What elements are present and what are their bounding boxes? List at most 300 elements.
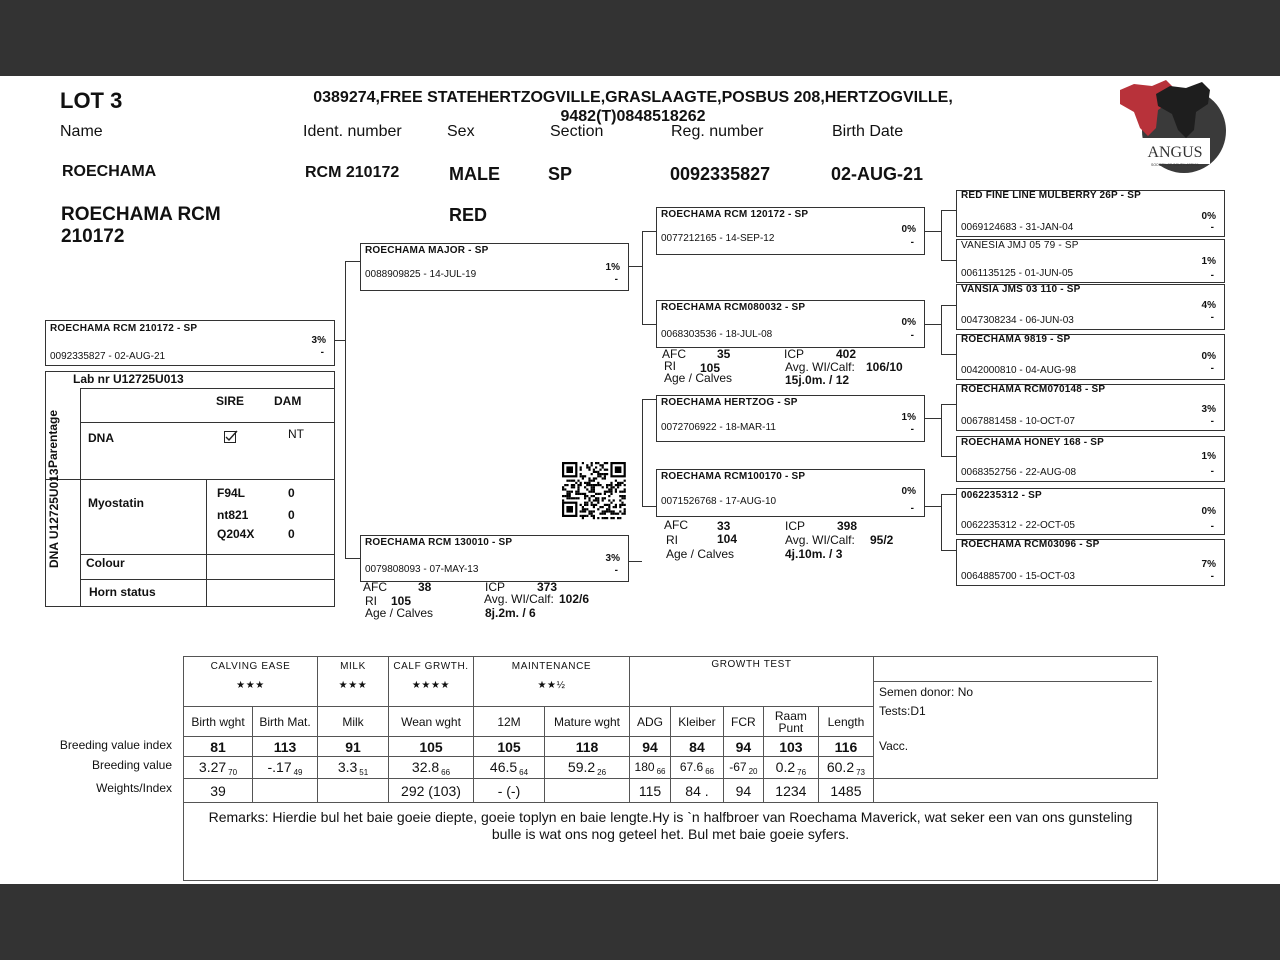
pedigree-gg-8 <box>956 539 1225 586</box>
qr-module <box>593 510 595 512</box>
dd-afc-label: AFC <box>664 518 688 532</box>
pedigree-gg-7 <box>956 488 1225 535</box>
bv-number: 67.6 <box>679 760 704 774</box>
qr-module <box>608 491 610 493</box>
bv-number: 3.27 <box>198 758 227 775</box>
qr-module <box>569 497 571 499</box>
gg4-dash: - <box>1210 363 1214 374</box>
dam-wi-label: Avg. WI/Calf: <box>484 592 554 606</box>
col-wean-weight: Wean wght <box>389 707 474 737</box>
qr-module <box>584 502 586 504</box>
qr-module <box>621 495 623 497</box>
qr-module <box>619 517 621 519</box>
qr-module <box>606 491 608 493</box>
dd-age-label: Age / Calves <box>666 547 735 561</box>
pedigree-gg-6 <box>956 436 1225 482</box>
dd-reg: 0071526768 - 17-AUG-10 <box>661 496 777 507</box>
group-calving-ease: CALVING EASE ★★★ <box>184 657 318 707</box>
col-birth-maternal: Birth Mat. <box>253 707 318 737</box>
qr-module <box>619 510 621 512</box>
bv-number: 32.8 <box>411 758 440 775</box>
qr-module <box>602 486 604 488</box>
qr-module <box>582 510 584 512</box>
sd-age-label: Age / Calves <box>664 371 733 385</box>
qr-module <box>591 502 593 504</box>
qr-module <box>573 480 575 482</box>
accuracy: 49 <box>293 767 303 777</box>
qr-module <box>613 517 615 519</box>
qr-module <box>602 513 604 515</box>
qr-module <box>624 513 626 515</box>
qr-module <box>593 506 595 508</box>
qr-module <box>586 515 588 517</box>
gg8-dash: - <box>1210 571 1214 582</box>
weight-index: 94 <box>723 779 763 803</box>
qr-module <box>604 493 606 495</box>
qr-module <box>588 482 590 484</box>
qr-module <box>562 488 564 490</box>
col-12m: 12M <box>474 707 545 737</box>
qr-module <box>593 488 595 490</box>
qr-module <box>608 510 610 512</box>
qr-module <box>591 462 593 464</box>
animal-box <box>45 320 335 366</box>
weight-index <box>545 779 630 803</box>
qr-module <box>569 493 571 495</box>
sd-afc-label: AFC <box>662 347 686 361</box>
qr-module <box>619 491 621 493</box>
qr-module <box>617 484 619 486</box>
qr-module <box>595 497 597 499</box>
qr-module <box>582 477 584 479</box>
sd-icp-label: ICP <box>784 347 805 361</box>
dam-afc-label: AFC <box>363 580 387 594</box>
gg2-name: VANESIA JMJ 05 79 - SP <box>961 240 1079 251</box>
qr-module <box>595 466 597 468</box>
weight-index: 1234 <box>763 779 818 803</box>
bv-number: -67 <box>729 760 747 774</box>
qr-module <box>582 515 584 517</box>
qr-module <box>573 486 575 488</box>
animal-box-dash: - <box>320 347 324 358</box>
marker-nt821: nt821 <box>217 508 249 522</box>
vacc: Vacc. <box>879 739 909 753</box>
qr-module <box>595 499 597 501</box>
dd-name: ROECHAMA RCM100170 - SP <box>661 471 806 482</box>
qr-module <box>624 504 626 506</box>
breeding-value <box>545 757 630 779</box>
pedigree-sire-sire <box>656 207 925 255</box>
qr-module <box>564 488 566 490</box>
qr-module <box>619 506 621 508</box>
qr-module <box>591 484 593 486</box>
bv-number: 180 <box>634 760 655 774</box>
qr-module <box>593 477 595 479</box>
col-length: Length <box>818 707 873 737</box>
myostatin-label: Myostatin <box>88 496 145 510</box>
qr-module <box>606 484 608 486</box>
qr-module <box>575 497 577 499</box>
dna-label: DNA <box>88 431 114 445</box>
qr-module <box>577 486 579 488</box>
ss-pct: 0% <box>901 224 916 235</box>
qr-module <box>591 473 593 475</box>
qr-module <box>621 504 623 506</box>
qr-module <box>593 517 595 519</box>
sire-name: ROECHAMA MAJOR - SP <box>365 245 489 256</box>
qr-module <box>591 513 593 515</box>
breeding-value <box>763 757 818 779</box>
qr-module <box>621 482 623 484</box>
qr-module <box>593 469 595 471</box>
value-sex: MALE <box>449 164 500 184</box>
sd-afc: 35 <box>717 347 731 361</box>
remarks: Remarks: Hierdie bul het baie goeie diepte, goeie toplyn en baie lengte.Hy is `n halfbroer van Roechama Maverick, wat seker een van ons gunsteling bulle is wat ons nog geteel het. Bul met baie goeie syfers. <box>184 803 1158 881</box>
qr-module <box>599 513 601 515</box>
qr-module <box>595 477 597 479</box>
qr-module <box>597 502 599 504</box>
qr-module <box>610 491 612 493</box>
breeding-value <box>318 757 389 779</box>
qr-module <box>597 462 599 464</box>
gg2-dash: - <box>1210 270 1214 281</box>
qr-module <box>613 486 615 488</box>
qr-module <box>602 497 604 499</box>
qr-module <box>617 517 619 519</box>
value-section: SP <box>548 164 573 184</box>
qr-module <box>562 495 564 497</box>
qr-module <box>602 477 604 479</box>
sd-wi-label: Avg. WI/Calf: <box>785 360 855 374</box>
full-animal-name <box>61 204 221 248</box>
index-value: 113 <box>253 737 318 757</box>
qr-module <box>615 488 617 490</box>
col-fcr: FCR <box>723 707 763 737</box>
qr-module <box>593 495 595 497</box>
animal-box-pct: 3% <box>311 335 326 346</box>
group-milk: MILK ★★★ <box>318 657 389 707</box>
qr-module <box>604 477 606 479</box>
qr-module <box>575 482 577 484</box>
qr-module <box>617 482 619 484</box>
qr-module <box>593 515 595 517</box>
qr-module <box>580 475 582 477</box>
dam-name: ROECHAMA RCM 130010 - SP <box>365 537 513 548</box>
qr-module <box>586 466 588 468</box>
qr-module <box>586 495 588 497</box>
qr-module <box>580 493 582 495</box>
qr-module <box>610 513 612 515</box>
qr-module <box>584 475 586 477</box>
qr-module <box>584 508 586 510</box>
sd-icp: 402 <box>836 347 857 361</box>
qr-module <box>586 482 588 484</box>
qr-module <box>586 464 588 466</box>
gg4-name: ROECHAMA 9819 - SP <box>961 334 1071 345</box>
qr-module <box>597 497 599 499</box>
ds-dash: - <box>910 424 914 435</box>
sire-header: SIRE <box>216 394 245 408</box>
label-name: Name <box>60 123 103 140</box>
accuracy: 20 <box>748 767 758 776</box>
qr-module <box>588 484 590 486</box>
qr-finder <box>566 506 573 513</box>
qr-module <box>604 513 606 515</box>
qr-module <box>595 484 597 486</box>
parentage-label: Parentage <box>46 409 60 468</box>
qr-module <box>591 464 593 466</box>
qr-module <box>564 495 566 497</box>
dam-dna-nt: NT <box>288 427 304 441</box>
dam-wi: 102/6 <box>559 592 590 606</box>
qr-module <box>608 499 610 501</box>
qr-module <box>591 488 593 490</box>
sd-wi: 106/10 <box>866 360 903 374</box>
dd-wi-label: Avg. WI/Calf: <box>785 533 855 547</box>
qr-module <box>584 495 586 497</box>
qr-module <box>566 480 568 482</box>
group-growth-test: GROWTH TEST <box>630 657 874 707</box>
qr-module <box>595 504 597 506</box>
breeding-value <box>818 757 873 779</box>
qr-module <box>610 493 612 495</box>
accuracy: 70 <box>228 767 238 777</box>
qr-module <box>571 486 573 488</box>
qr-module <box>595 493 597 495</box>
bv-number: 0.2 <box>775 758 796 775</box>
bv-number: -.17 <box>267 758 292 775</box>
logo-text: ANGUS <box>1147 144 1203 161</box>
qr-module <box>566 495 568 497</box>
address-line-1: 0389274,FREE STATEHERTZOGVILLE,GRASLAAGTE,POSBUS 208,HERTZOGVILLE, <box>313 89 953 106</box>
qr-module <box>582 475 584 477</box>
accuracy: 76 <box>797 767 807 777</box>
marker-q204x-value: 0 <box>288 527 295 541</box>
pedigree-dam-dam <box>656 469 925 517</box>
row-label-index: Breeding value index <box>59 738 172 752</box>
qr-module <box>597 517 599 519</box>
colour-label: Colour <box>86 556 125 570</box>
gg7-name: 0062235312 - SP <box>961 490 1042 501</box>
breeding-value-table <box>183 656 1158 881</box>
qr-module <box>617 513 619 515</box>
gg1-dash: - <box>1210 222 1214 233</box>
qr-module <box>624 484 626 486</box>
qr-finder <box>566 466 573 473</box>
dam-icp: 373 <box>537 580 558 594</box>
pedigree-gg-2 <box>956 239 1225 283</box>
notes-cell <box>874 657 1158 779</box>
value-colour: RED <box>449 205 488 225</box>
qr-module <box>602 473 604 475</box>
qr-module <box>577 493 579 495</box>
gg5-dash: - <box>1210 416 1214 427</box>
index-value: 94 <box>630 737 671 757</box>
gg1-name: RED FINE LINE MULBERRY 26P - SP <box>961 190 1141 201</box>
qr-module <box>606 517 608 519</box>
value-name: ROECHAMA <box>62 163 157 180</box>
ss-reg: 0077212165 - 14-SEP-12 <box>661 233 775 244</box>
dd-icp: 398 <box>837 519 858 533</box>
qr-module <box>606 504 608 506</box>
qr-module <box>610 510 612 512</box>
accuracy: 26 <box>597 767 607 777</box>
breeder-address <box>260 88 1006 126</box>
group-maintenance: MAINTENANCE ★★½ <box>474 657 630 707</box>
qr-module <box>580 504 582 506</box>
qr-module <box>593 486 595 488</box>
qr-module <box>582 493 584 495</box>
index-value: 94 <box>723 737 763 757</box>
qr-module <box>593 504 595 506</box>
sire-pct: 1% <box>605 262 620 273</box>
qr-module <box>593 471 595 473</box>
weight-index: 1485 <box>818 779 873 803</box>
logo-subtext: SOCIETY OF SOUTH AFRICA <box>1151 163 1199 167</box>
qr-module <box>608 488 610 490</box>
qr-module <box>608 504 610 506</box>
qr-module <box>624 480 626 482</box>
dd-ri: 104 <box>717 532 738 546</box>
qr-module <box>604 517 606 519</box>
dam-reg: 0079808093 - 07-MAY-13 <box>365 564 479 575</box>
dam-header: DAM <box>274 394 302 408</box>
qr-module <box>586 504 588 506</box>
weight-index <box>318 779 389 803</box>
breeding-value <box>630 757 671 779</box>
qr-module <box>571 497 573 499</box>
full-name-line-2: 210172 <box>61 226 125 247</box>
qr-module <box>602 510 604 512</box>
qr-module <box>606 486 608 488</box>
qr-module <box>586 488 588 490</box>
qr-module <box>588 469 590 471</box>
qr-module <box>610 484 612 486</box>
qr-module <box>597 493 599 495</box>
qr-module <box>597 482 599 484</box>
marker-f94l-value: 0 <box>288 486 295 500</box>
marker-q204x: Q204X <box>217 527 255 541</box>
qr-module <box>597 484 599 486</box>
qr-module <box>619 482 621 484</box>
sd-age: 15j.0m. / 12 <box>785 373 850 387</box>
gg1-pct: 0% <box>1201 211 1216 222</box>
gg3-pct: 4% <box>1201 300 1216 311</box>
qr-module <box>588 466 590 468</box>
qr-module <box>621 502 623 504</box>
dd-wi: 95/2 <box>870 533 894 547</box>
qr-module <box>582 517 584 519</box>
qr-module <box>591 480 593 482</box>
ds-reg: 0072706922 - 18-MAR-11 <box>661 422 776 433</box>
gg4-reg: 0042000810 - 04-AUG-98 <box>961 365 1077 376</box>
qr-module <box>610 517 612 519</box>
weight-index: 39 <box>184 779 253 803</box>
bv-number: 46.5 <box>489 758 518 775</box>
qr-module <box>593 491 595 493</box>
gg8-pct: 7% <box>1201 559 1216 570</box>
qr-code <box>562 462 628 520</box>
qr-module <box>588 497 590 499</box>
qr-module <box>569 495 571 497</box>
qr-module <box>584 504 586 506</box>
dd-afc: 33 <box>717 519 731 533</box>
lot-number: LOT 3 <box>60 88 123 113</box>
breeding-value <box>671 757 724 779</box>
accuracy: 66 <box>705 767 715 776</box>
qr-module <box>615 506 617 508</box>
qr-module <box>584 493 586 495</box>
weights-row <box>184 779 1158 803</box>
qr-module <box>593 484 595 486</box>
qr-module <box>599 493 601 495</box>
qr-module <box>624 497 626 499</box>
qr-module <box>602 506 604 508</box>
qr-module <box>584 482 586 484</box>
qr-module <box>577 488 579 490</box>
qr-module <box>588 510 590 512</box>
qr-module <box>602 466 604 468</box>
breeding-value <box>474 757 545 779</box>
index-value: 105 <box>474 737 545 757</box>
semen-donor: Semen donor: No <box>879 685 974 699</box>
label-section: Section <box>550 123 604 140</box>
qr-module <box>580 510 582 512</box>
index-value: 91 <box>318 737 389 757</box>
gg8-reg: 0064885700 - 15-OCT-03 <box>961 571 1075 582</box>
qr-module <box>591 486 593 488</box>
weight-index: 84 . <box>671 779 724 803</box>
qr-module <box>604 475 606 477</box>
ss-name: ROECHAMA RCM 120172 - SP <box>661 209 809 220</box>
qr-module <box>624 510 626 512</box>
gg5-reg: 0067881458 - 10-OCT-07 <box>961 416 1075 427</box>
qr-module <box>584 497 586 499</box>
qr-module <box>584 486 586 488</box>
qr-module <box>586 502 588 504</box>
weight-index <box>253 779 318 803</box>
qr-module <box>613 499 615 501</box>
dam-dash: - <box>614 565 618 576</box>
tests: Tests:D1 <box>879 704 926 718</box>
qr-module <box>602 464 604 466</box>
dam-ri: 105 <box>391 594 412 608</box>
dd-pct: 0% <box>901 486 916 497</box>
qr-module <box>604 491 606 493</box>
accuracy: 51 <box>359 767 369 777</box>
gg2-reg: 0061135125 - 01-JUN-05 <box>961 268 1074 279</box>
gg3-reg: 0047308234 - 06-JUN-03 <box>961 315 1074 326</box>
dam-icp-label: ICP <box>485 580 506 594</box>
qr-module <box>591 495 593 497</box>
gg2-pct: 1% <box>1201 256 1216 267</box>
qr-module <box>580 515 582 517</box>
qr-module <box>599 475 601 477</box>
qr-module <box>597 473 599 475</box>
gg8-name: ROECHAMA RCM03096 - SP <box>961 539 1100 550</box>
qr-module <box>575 491 577 493</box>
dd-dash: - <box>910 503 914 514</box>
qr-module <box>621 497 623 499</box>
qr-module <box>566 484 568 486</box>
qr-module <box>606 462 608 464</box>
qr-module <box>588 491 590 493</box>
qr-module <box>577 484 579 486</box>
bv-number: 60.2 <box>826 758 855 775</box>
qr-module <box>595 462 597 464</box>
qr-module <box>591 491 593 493</box>
marker-nt821-value: 0 <box>288 508 295 522</box>
